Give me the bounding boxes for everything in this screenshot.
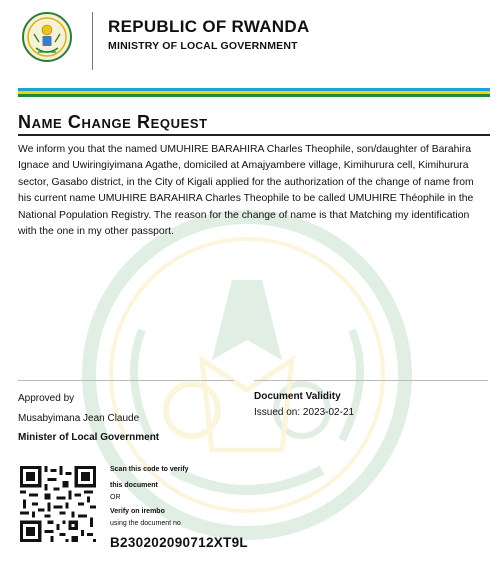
issued-date: Issued on: 2023-02-21 xyxy=(254,407,355,418)
verify-or-text: OR xyxy=(110,494,121,501)
qr-code-icon[interactable] xyxy=(20,466,96,542)
verify-scan-text-2: this document xyxy=(110,482,158,489)
flag-color-bands xyxy=(18,88,490,97)
document-title: Name Change Request xyxy=(18,112,208,132)
verify-scan-text: Scan this code to verify xyxy=(110,466,189,473)
approver-title: Minister of Local Government xyxy=(18,432,160,443)
republic-title: REPUBLIC OF RWANDA xyxy=(108,17,310,36)
approval-divider xyxy=(18,380,234,381)
verify-docno-label: using the document no xyxy=(110,520,181,527)
title-underline xyxy=(18,134,490,136)
document-number: B230202090712XT9L xyxy=(110,535,248,550)
request-body-text: We inform you that the named UMUHIRE BARAHIRA Charles Theophile, son/daughter of Barahira Ignace and Uwiringiyimana Agathe, domiciled at Amajyambere village, Kimihurura cell, Kimihurura sector, Gasabo district, in the City of Kigali applied for the authorization of the change of name from his current name UMUHIRE BARAHIRA Charles Theophile to be called UMUHIRE Théophile in the National Population Registry. The reason for the change of name is that Matching my identification with the one in my other passport. xyxy=(18,144,474,238)
header-divider xyxy=(92,12,93,70)
document-validity-heading: Document Validity xyxy=(254,391,341,402)
ministry-title: MINISTRY OF LOCAL GOVERNMENT xyxy=(108,40,298,52)
validity-divider xyxy=(254,380,488,381)
approver-name: Musabyimana Jean Claude xyxy=(18,413,140,424)
rwanda-seal-icon xyxy=(22,12,72,62)
approved-by-label: Approved by xyxy=(18,393,75,404)
emblem-watermark-icon xyxy=(82,210,412,540)
band-green xyxy=(18,94,490,97)
verify-irembo-text: Verify on irembo xyxy=(110,508,165,515)
document-header xyxy=(0,0,504,84)
